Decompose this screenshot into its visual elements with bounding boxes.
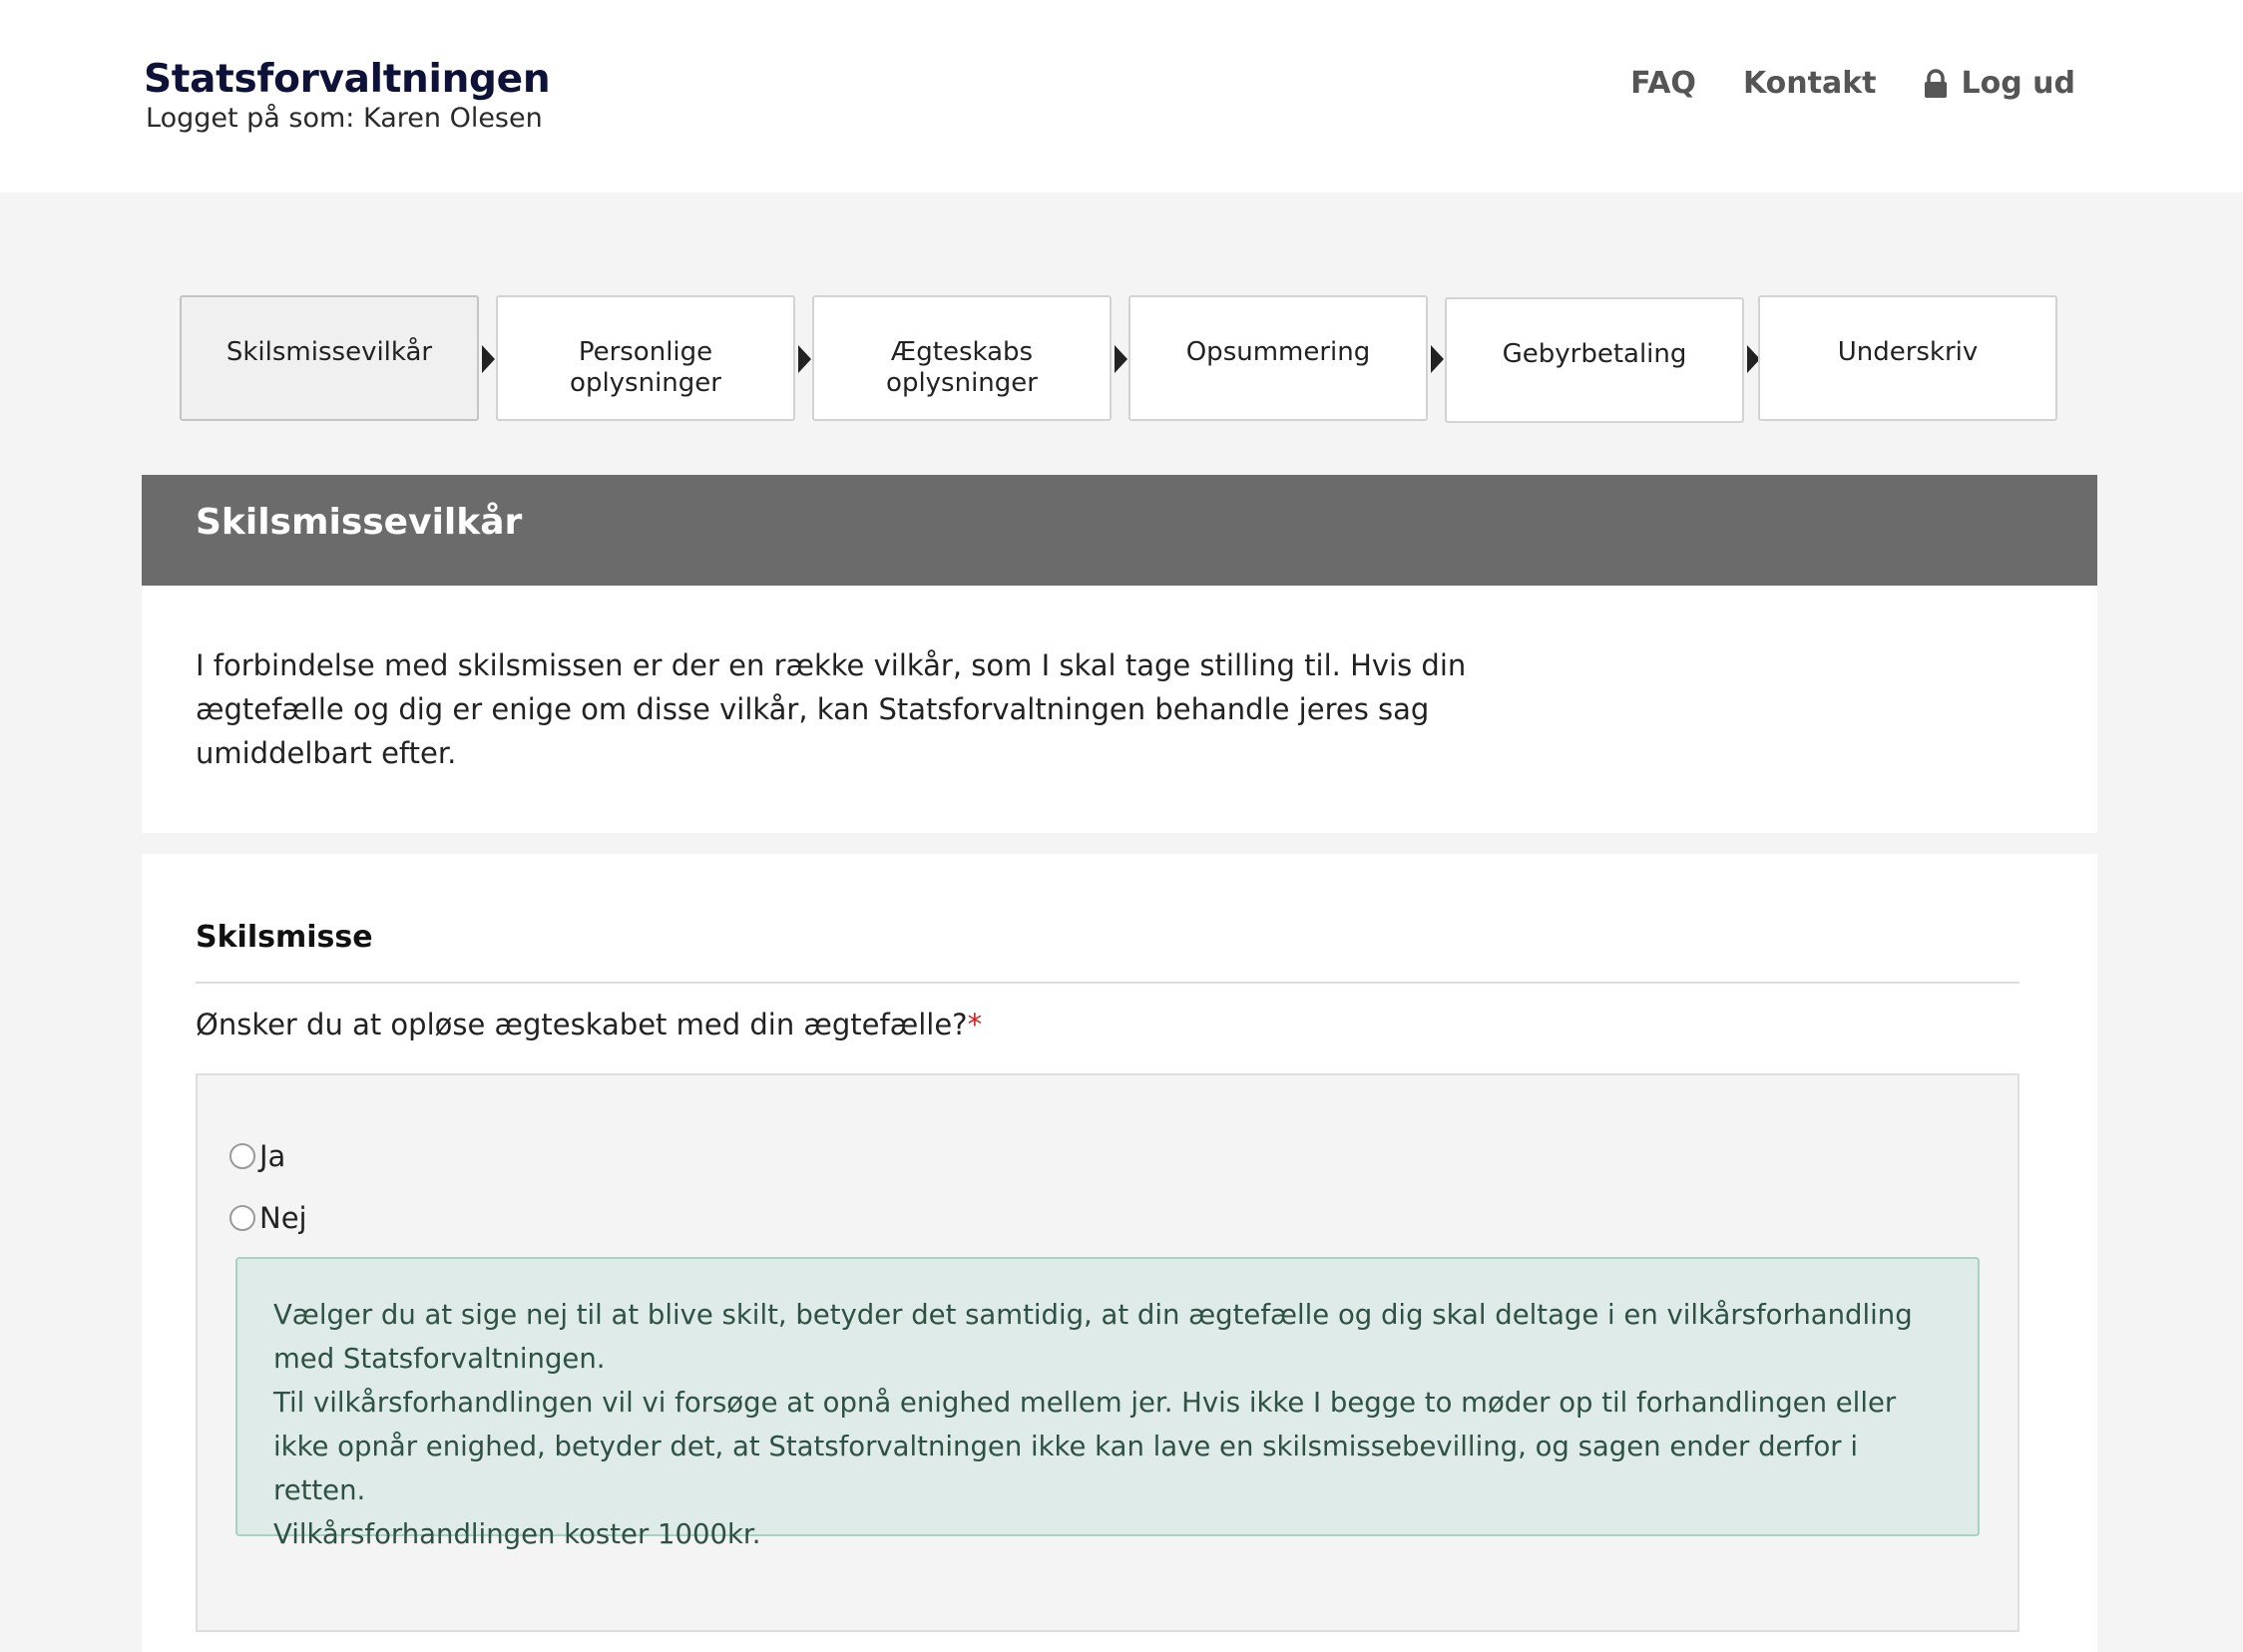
step-aegteskabs-oplysninger[interactable] — [812, 295, 1112, 421]
lock-icon — [1924, 69, 1948, 99]
section-divider — [196, 982, 2019, 984]
page-title-bar — [142, 475, 2097, 586]
step-label: Underskriv — [1837, 337, 1979, 367]
option-nej[interactable] — [229, 1201, 307, 1235]
contact-link[interactable]: Kontakt — [1742, 66, 1877, 101]
step-label: Personlige oplysninger — [570, 337, 721, 398]
site-header — [0, 0, 2243, 193]
answer-group — [196, 1073, 2019, 1632]
option-ja-label: Ja — [259, 1139, 286, 1173]
section-heading: Skilsmisse — [196, 920, 373, 955]
logout-link[interactable] — [1924, 66, 2075, 101]
info-line-2: Til vilkårsforhandlingen vil vi forsøge at opnå enighed mellem jer. Hvis ikke I begge to møder op til forhandlingen eller ikke opnår enighed, betyder det, at Statsforvaltningen ikke kan lave en skilsmissebevilling, og sagen ender derfor i retten. — [273, 1387, 1897, 1506]
logged-in-user: Logget på som: Karen Olesen — [146, 103, 543, 134]
step-skilsmissevilkaar[interactable] — [180, 295, 479, 421]
step-label: Gebyrbetaling — [1502, 339, 1687, 369]
step-arrow-icon — [482, 345, 495, 373]
info-text — [273, 1293, 1950, 1556]
intro-panel — [142, 586, 2097, 833]
step-label: Skilsmissevilkår — [225, 337, 433, 367]
step-opsummering[interactable] — [1128, 295, 1428, 421]
page-title: Skilsmissevilkår — [196, 502, 523, 543]
intro-text: I forbindelse med skilsmissen er der en række vilkår, som I skal tage stilling til. Hvis din ægtefælle og dig er enige om disse vilkår, kan Statsforvaltningen behandle jeres sag umiddelbart efter. — [196, 648, 1467, 770]
radio-ja[interactable] — [229, 1143, 255, 1169]
skilsmisse-section — [142, 854, 2097, 1652]
step-arrow-icon — [1115, 345, 1127, 373]
question-text: Ønsker du at opløse ægteskabet med din ægtefælle? — [196, 1008, 968, 1041]
step-label: Ægteskabs oplysninger — [886, 337, 1038, 398]
step-label: Opsummering — [1185, 337, 1371, 367]
faq-link[interactable]: FAQ — [1630, 66, 1696, 101]
step-gebyrbetaling[interactable] — [1445, 297, 1744, 423]
info-box — [235, 1257, 1980, 1550]
question-label — [196, 1008, 982, 1041]
radio-nej[interactable] — [229, 1205, 255, 1231]
progress-steps — [180, 295, 2059, 425]
step-arrow-icon — [1431, 345, 1444, 373]
option-nej-label: Nej — [259, 1201, 307, 1235]
brand-logo[interactable]: Statsforvaltningen — [144, 57, 551, 102]
step-underskriv[interactable] — [1758, 295, 2057, 421]
info-line-1: Vælger du at sige nej til at blive skilt, betyder det samtidig, at din ægtefælle og dig skal deltage i en vilkårsforhandling med Statsforvaltningen. — [273, 1299, 1913, 1375]
step-arrow-icon — [798, 345, 811, 373]
logout-label: Log ud — [1961, 66, 2075, 101]
option-ja[interactable] — [229, 1139, 285, 1173]
top-nav — [1630, 66, 2075, 101]
required-marker: * — [967, 1008, 983, 1041]
info-line-3: Vilkårsforhandlingen koster 1000kr. — [273, 1518, 761, 1550]
step-personlige-oplysninger[interactable] — [496, 295, 795, 421]
